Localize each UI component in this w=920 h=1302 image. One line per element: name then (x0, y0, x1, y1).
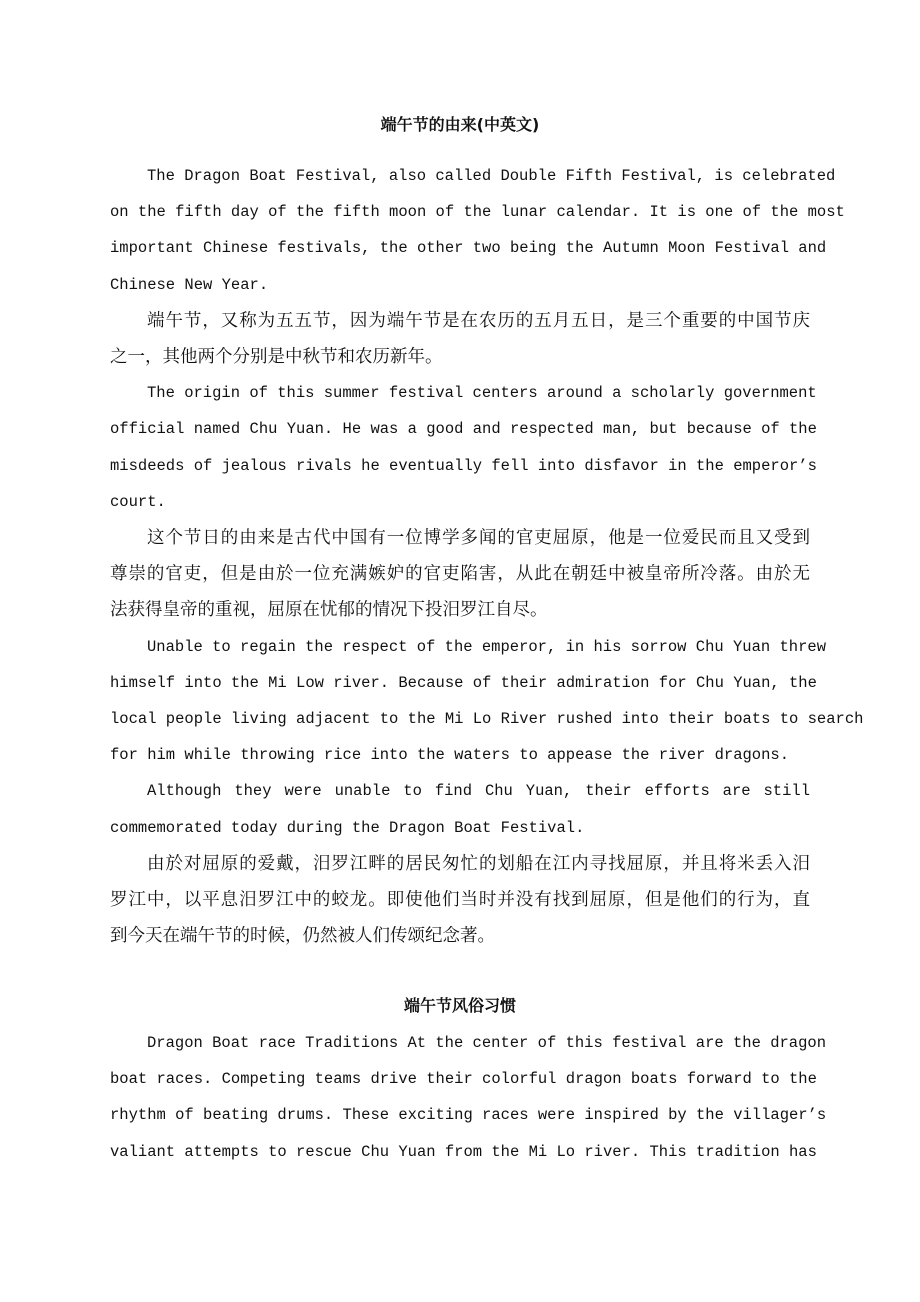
paragraph-line: 由於对屈原的爱戴，汨罗江畔的居民匆忙的划船在江内寻找屈原，并且将米丢入汨 (147, 853, 810, 874)
paragraph-line: rhythm of beating drums. These exciting races were inspired by the villager’s (110, 1106, 827, 1125)
paragraph-line: boat races. Competing teams drive their colorful dragon boats forward to the (110, 1070, 817, 1089)
paragraph-line: on the fifth day of the fifth moon of the lunar calendar. It is one of the most (110, 203, 845, 222)
paragraph-line: valiant attempts to rescue Chu Yuan from the Mi Lo river. This tradition has (110, 1142, 817, 1161)
paragraph-line: official named Chu Yuan. He was a good and respected man, but because of the (110, 420, 817, 439)
paragraph-line: Although they were unable to find Chu Yuan, their efforts are still (147, 782, 810, 801)
paragraph-line: himself into the Mi Low river. Because of their admiration for Chu Yuan, the (110, 673, 817, 692)
paragraph-line: 端午节，又称为五五节，因为端午节是在农历的五月五日，是三个重要的中国节庆 (147, 310, 810, 331)
paragraph-line: Dragon Boat race Traditions At the center of this festival are the dragon (147, 1034, 827, 1052)
section-heading-customs: 端午节风俗习惯 (403, 996, 516, 1015)
paragraph-line: The Dragon Boat Festival, also called Double Fifth Festival, is celebrated (147, 167, 836, 185)
paragraph-line: misdeeds of jealous rivals he eventually fell into disfavor in the emperor’s (110, 456, 817, 475)
paragraph-line: Unable to regain the respect of the emperor, in his sorrow Chu Yuan threw (147, 637, 827, 656)
paragraph-line: court. (110, 492, 166, 511)
paragraph-line: commemorated today during the Dragon Boat Festival. (110, 818, 585, 837)
paragraph-line: 法获得皇帝的重视，屈原在忧郁的情况下投汨罗江自尽。 (110, 600, 548, 621)
paragraph-line: important Chinese festivals, the other two being the Autumn Moon Festival and (110, 239, 827, 258)
paragraph-line: 罗江中，以平息汨罗江中的蛟龙。即使他们当时并没有找到屈原，但是他们的行为，直 (110, 890, 810, 910)
paragraph-line: 之一，其他两个分别是中秋节和农历新年。 (110, 347, 443, 367)
paragraph-line: 这个节日的由来是古代中国有一位博学多闻的官吏屈原，他是一位爱民而且又受到 (147, 528, 810, 548)
paragraph-line: Chinese New Year. (110, 275, 269, 294)
paragraph-line: The origin of this summer festival centers around a scholarly government (147, 384, 817, 403)
paragraph-line: local people living adjacent to the Mi Lo River rushed into their boats to search (110, 710, 864, 728)
paragraph-line: 到今天在端午节的时候，仍然被人们传颂纪念著。 (110, 926, 495, 947)
document-title: 端午节的由来(中英文) (380, 115, 540, 134)
paragraph-line: for him while throwing rice into the waters to appease the river dragons. (110, 746, 790, 765)
paragraph-line: 尊崇的官吏，但是由於一位充满嫉妒的官吏陷害，从此在朝廷中被皇帝所冷落。由於无 (110, 564, 810, 585)
